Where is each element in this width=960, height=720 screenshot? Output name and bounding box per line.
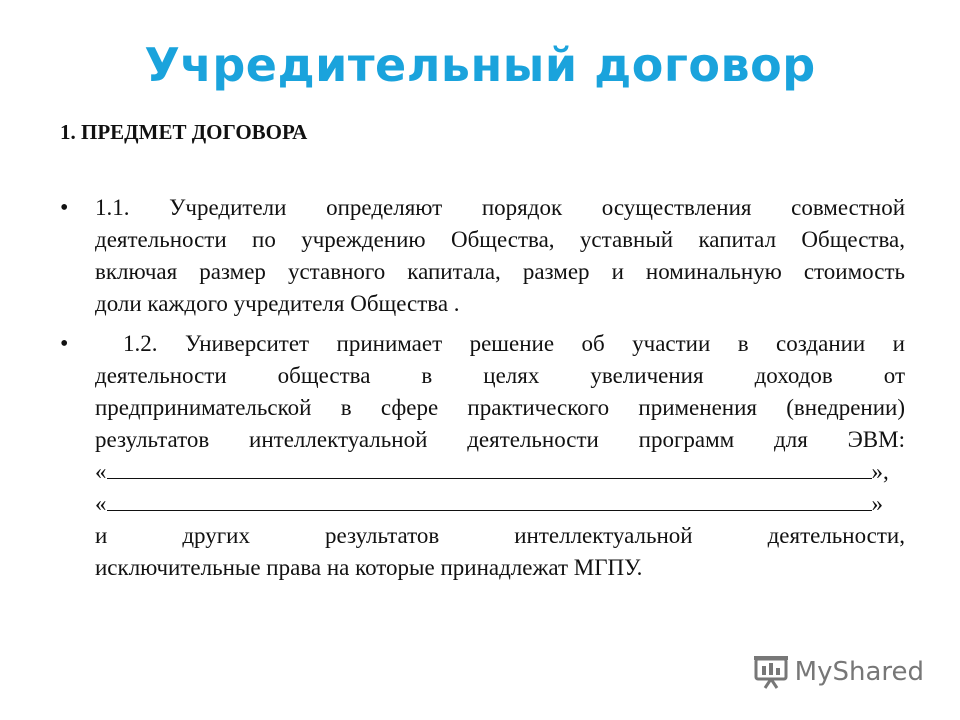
section-heading: 1. ПРЕДМЕТ ДОГОВОРА [60, 120, 308, 144]
open-quote: « [95, 491, 107, 516]
text-line: доли каждого учредителя Общества . [95, 291, 460, 316]
open-quote: « [95, 459, 107, 484]
program-blank-2 [95, 488, 905, 520]
bullet-marker: • [60, 331, 69, 357]
text-line-content: 1.2. Университет принимает решение об участии в создании и [123, 331, 905, 356]
text-line: деятельности общества в целях увеличения доходов от [95, 363, 905, 388]
text-line: результатов интеллектуальной деятельности программ для ЭВМ: [95, 427, 905, 452]
text-line: включая размер уставного капитала, размер и номинальную стоимость [95, 259, 905, 284]
text-line: деятельности по учреждению Общества, уставный капитал Общества, [95, 227, 905, 252]
clause-1-2 [95, 328, 905, 584]
text-line: и других результатов интеллектуальной деятельности, [95, 523, 905, 548]
text-line: 1.1. Учредители определяют порядок осуществления совместной [95, 195, 905, 220]
fill-in-line [107, 488, 872, 511]
text-line [95, 328, 905, 360]
clause-1-1 [95, 192, 905, 320]
text-line: предпринимательской в сфере практического применения (внедрении) [95, 395, 905, 420]
program-blank-1 [95, 456, 905, 488]
myshared-logo [753, 655, 924, 689]
logo-text: MyShared [794, 657, 924, 687]
text-line: исключительные права на которые принадлежат МГПУ. [95, 555, 643, 580]
page-title: Учредительный договор [144, 38, 816, 92]
fill-in-line [107, 456, 872, 479]
close-quote: » [871, 491, 883, 516]
close-quote: », [871, 459, 889, 484]
bullet-marker: • [60, 195, 69, 221]
presentation-board-icon [753, 655, 789, 689]
